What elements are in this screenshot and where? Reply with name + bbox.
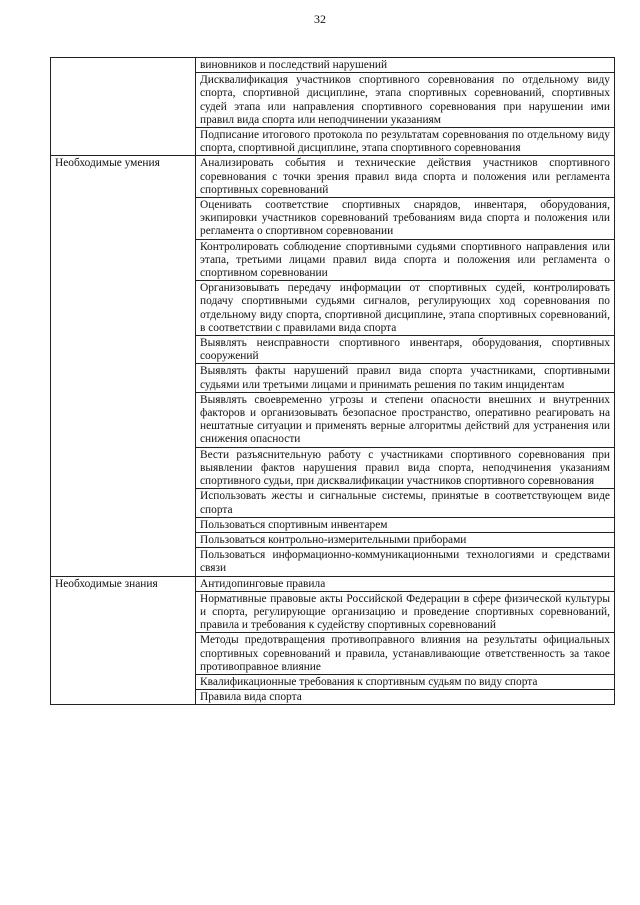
table-cell: Пользоваться контрольно-измерительными приборами — [196, 532, 615, 547]
table-row — [51, 58, 615, 73]
competency-table — [50, 57, 615, 705]
table-cell: Анализировать события и технические действия участников спортивного соревнования с точки зрения правил вида спорта и положения или регламента спортивных соревнований — [196, 156, 615, 198]
table-cell: Нормативные правовые акты Российской Федерации в сфере физической культуры и спорта, регулирующие организацию и проведение спортивных соревнований, правила и требования к судейству спортивных соревнований — [196, 591, 615, 633]
table-cell: Дисквалификация участников спортивного соревнования по отдельному виду спорта, спортивной дисциплине, этапа спортивных соревнований, спортивных судей этапа или направления спортивного соревнования при нарушении ими правил вида спорта или неподчинении указаниям — [196, 73, 615, 128]
table-cell: Антидопинговые правила — [196, 576, 615, 591]
table-cell: Контролировать соблюдение спортивными судьями спортивного направления или этапа, третьими лицами правил вида спорта и положения или регламента о спортивном соревновании — [196, 239, 615, 281]
table-cell: Выявлять неисправности спортивного инвентаря, оборудования, спортивных сооружений — [196, 336, 615, 364]
table-cell: Выявлять своевременно угрозы и степени опасности внешних и внутренних факторов и организовывать безопасное пространство, оперативно реагировать на нештатные ситуации и применять верные алгоритмы действий для устранения или снижения опасности — [196, 392, 615, 447]
skills-label: Необходимые умения — [51, 156, 196, 576]
table-cell: Квалификационные требования к спортивным судьям по виду спорта — [196, 674, 615, 689]
table-cell: Подписание итогового протокола по результатам соревнования по отдельному виду спорта, спортивной дисциплине, этапа спортивного соревнования — [196, 128, 615, 156]
table-cell: Методы предотвращения противоправного влияния на результаты официальных спортивных соревнований и правила, устанавливающие ответственность за такое противоправное влияние — [196, 633, 615, 675]
table-cell: Организовывать передачу информации от спортивных судей, контролировать подачу спортивными судьями сигналов, регулирующих ход соревнования по отдельному виду спорта, спортивной дисциплине, этапа спортивных соревнований, в соответствии с правилами вида спорта — [196, 281, 615, 336]
table-cell: Пользоваться спортивным инвентарем — [196, 517, 615, 532]
table-cell: Использовать жесты и сигнальные системы, принятые в соответствующем виде спорта — [196, 489, 615, 517]
table-cell: виновников и последствий нарушений — [196, 58, 615, 73]
page-number: 32 — [314, 12, 326, 26]
table-row — [51, 576, 615, 591]
table-cell: Оценивать соответствие спортивных снарядов, инвентаря, оборудования, экипировки участников соревнований требованиям вида спорта и положения или регламента о спортивном соревновании — [196, 198, 615, 240]
table-row — [51, 156, 615, 198]
empty-label-cell — [51, 58, 196, 156]
table-cell: Пользоваться информационно-коммуникационными технологиями и средствами связи — [196, 548, 615, 576]
table-cell: Вести разъяснительную работу с участниками спортивного соревнования при выявлении фактов нарушения правил вида спорта, неподчинения указаниям спортивного судьи, при дисквалификации участников спортивного соревнования — [196, 447, 615, 489]
table-cell: Выявлять факты нарушений правил вида спорта участниками, спортивными судьями или третьими лицами и принимать решения по таким инцидентам — [196, 364, 615, 392]
table-cell: Правила вида спорта — [196, 690, 615, 705]
knowledge-label: Необходимые знания — [51, 576, 196, 705]
